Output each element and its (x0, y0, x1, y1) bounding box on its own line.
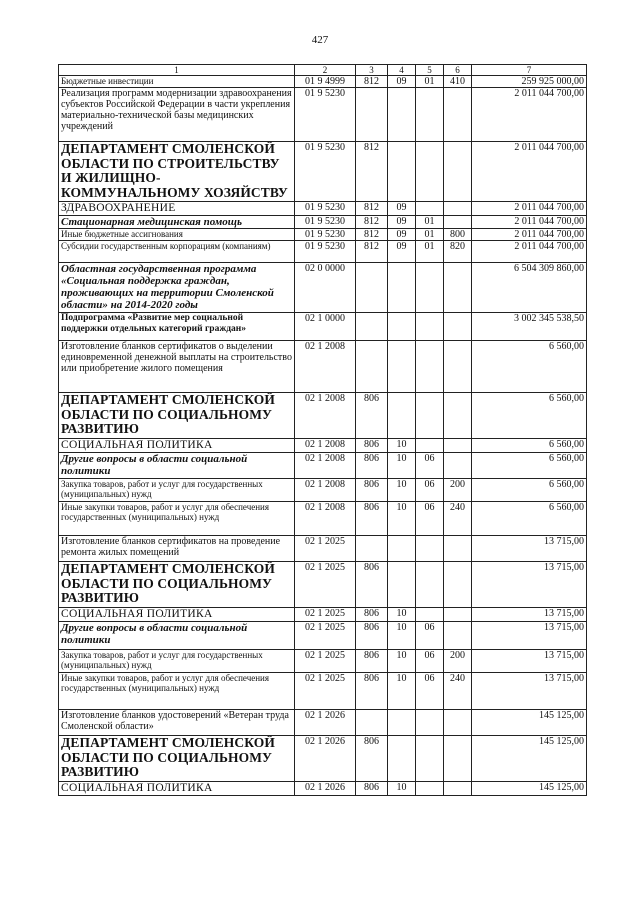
admin-code: 806 (356, 453, 388, 479)
admin-code: 812 (356, 76, 388, 88)
table-row (59, 229, 587, 241)
amount: 2 011 044 700,00 (472, 216, 587, 229)
row-name: СОЦИАЛЬНАЯ ПОЛИТИКА (59, 439, 295, 453)
target-code: 02 0 0000 (295, 263, 356, 313)
table-row (59, 736, 587, 782)
expense-type-code: 820 (444, 241, 472, 263)
target-code: 02 1 2025 (295, 562, 356, 608)
amount: 2 011 044 700,00 (472, 241, 587, 263)
subsection-code (416, 88, 444, 142)
subsection-code (416, 736, 444, 782)
expense-type-code: 200 (444, 479, 472, 502)
target-code: 02 1 2026 (295, 782, 356, 796)
amount: 145 125,00 (472, 782, 587, 796)
table-row (59, 608, 587, 622)
amount: 3 002 345 538,50 (472, 313, 587, 341)
amount: 6 560,00 (472, 393, 587, 439)
admin-code: 812 (356, 142, 388, 202)
expense-type-code (444, 341, 472, 393)
table-row (59, 202, 587, 216)
subsection-code (416, 536, 444, 562)
expense-type-code (444, 710, 472, 736)
expense-type-code (444, 216, 472, 229)
target-code: 02 1 2008 (295, 341, 356, 393)
admin-code: 812 (356, 202, 388, 216)
admin-code (356, 536, 388, 562)
target-code: 02 1 2026 (295, 736, 356, 782)
subsection-code (416, 341, 444, 393)
admin-code (356, 263, 388, 313)
amount: 6 504 309 860,00 (472, 263, 587, 313)
admin-code: 806 (356, 608, 388, 622)
subsection-code (416, 202, 444, 216)
target-code: 01 9 5230 (295, 229, 356, 241)
expense-type-code (444, 142, 472, 202)
table-row (59, 263, 587, 313)
subsection-code: 01 (416, 241, 444, 263)
section-code: 10 (388, 453, 416, 479)
amount: 13 715,00 (472, 536, 587, 562)
subsection-code: 06 (416, 479, 444, 502)
header-col-5: 5 (416, 65, 444, 76)
table-row (59, 453, 587, 479)
subsection-code (416, 439, 444, 453)
table-body (59, 76, 587, 796)
target-code: 01 9 5230 (295, 142, 356, 202)
row-name: Иные бюджетные ассигнования (59, 229, 295, 241)
amount: 13 715,00 (472, 622, 587, 650)
table-row (59, 782, 587, 796)
table-row (59, 439, 587, 453)
expense-type-code (444, 536, 472, 562)
subsection-code (416, 710, 444, 736)
target-code: 01 9 4999 (295, 76, 356, 88)
subsection-code (416, 313, 444, 341)
section-code: 10 (388, 608, 416, 622)
target-code: 01 9 5230 (295, 216, 356, 229)
row-name: Субсидии государственным корпорациям (компаниям) (59, 241, 295, 263)
table-row (59, 313, 587, 341)
row-name: Иные закупки товаров, работ и услуг для обеспечения государственных (муниципальных) нужд (59, 673, 295, 710)
page-number: 427 (311, 34, 329, 46)
header-col-4: 4 (388, 65, 416, 76)
subsection-code (416, 142, 444, 202)
section-code: 10 (388, 439, 416, 453)
subsection-code: 01 (416, 216, 444, 229)
subsection-code: 06 (416, 622, 444, 650)
header-col-1: 1 (59, 65, 295, 76)
section-code (388, 263, 416, 313)
table-row (59, 536, 587, 562)
table-row (59, 479, 587, 502)
row-name: ДЕПАРТАМЕНТ СМОЛЕНСКОЙ ОБЛАСТИ ПО СТРОИТЕЛЬСТВУ И ЖИЛИЩНО-КОММУНАЛЬНОМУ ХОЗЯЙСТВУ (59, 142, 295, 202)
target-code: 02 1 0000 (295, 313, 356, 341)
header-col-3: 3 (356, 65, 388, 76)
subsection-code (416, 562, 444, 608)
target-code: 02 1 2008 (295, 439, 356, 453)
table-row (59, 650, 587, 673)
amount: 13 715,00 (472, 562, 587, 608)
table-row (59, 710, 587, 736)
amount: 2 011 044 700,00 (472, 202, 587, 216)
row-name: Другие вопросы в области социальной политики (59, 622, 295, 650)
amount: 13 715,00 (472, 650, 587, 673)
row-name: Изготовление бланков сертификатов о выделении единовременной денежной выплаты на строительство или приобретение жилого помещения (59, 341, 295, 393)
admin-code: 806 (356, 650, 388, 673)
subsection-code: 06 (416, 673, 444, 710)
admin-code (356, 710, 388, 736)
expense-type-code (444, 202, 472, 216)
expense-type-code (444, 782, 472, 796)
expense-type-code: 240 (444, 673, 472, 710)
target-code: 02 1 2008 (295, 479, 356, 502)
expense-type-code (444, 88, 472, 142)
amount: 6 560,00 (472, 439, 587, 453)
row-name: Реализация программ модернизации здравоохранения субъектов Российской Федерации в части укрепления материально-технической базы медицинских учреждений (59, 88, 295, 142)
subsection-code: 06 (416, 650, 444, 673)
table-row (59, 502, 587, 536)
subsection-code (416, 782, 444, 796)
row-name: Закупка товаров, работ и услуг для государственных (муниципальных) нужд (59, 479, 295, 502)
section-code (388, 536, 416, 562)
table-row (59, 241, 587, 263)
subsection-code: 06 (416, 502, 444, 536)
amount: 6 560,00 (472, 453, 587, 479)
admin-code (356, 88, 388, 142)
row-name: СОЦИАЛЬНАЯ ПОЛИТИКА (59, 782, 295, 796)
subsection-code: 01 (416, 76, 444, 88)
amount: 6 560,00 (472, 502, 587, 536)
amount: 2 011 044 700,00 (472, 142, 587, 202)
section-code (388, 142, 416, 202)
target-code: 01 9 5230 (295, 88, 356, 142)
admin-code: 806 (356, 782, 388, 796)
section-code: 10 (388, 782, 416, 796)
admin-code: 806 (356, 562, 388, 608)
row-name: Подпрограмма «Развитие мер социальной поддержки отдельных категорий граждан» (59, 313, 295, 341)
table-row (59, 341, 587, 393)
row-name: Изготовление бланков сертификатов на проведение ремонта жилых помещений (59, 536, 295, 562)
section-code: 09 (388, 241, 416, 263)
admin-code: 806 (356, 479, 388, 502)
admin-code: 806 (356, 439, 388, 453)
row-name: ДЕПАРТАМЕНТ СМОЛЕНСКОЙ ОБЛАСТИ ПО СОЦИАЛЬНОМУ РАЗВИТИЮ (59, 736, 295, 782)
row-name: Изготовление бланков удостоверений «Ветеран труда Смоленской области» (59, 710, 295, 736)
row-name: Другие вопросы в области социальной политики (59, 453, 295, 479)
target-code: 02 1 2026 (295, 710, 356, 736)
amount: 6 560,00 (472, 479, 587, 502)
amount: 13 715,00 (472, 608, 587, 622)
target-code: 01 9 5230 (295, 241, 356, 263)
expense-type-code: 800 (444, 229, 472, 241)
table-row (59, 76, 587, 88)
table-row (59, 88, 587, 142)
amount: 2 011 044 700,00 (472, 88, 587, 142)
target-code: 02 1 2025 (295, 650, 356, 673)
amount: 145 125,00 (472, 736, 587, 782)
header-col-7: 7 (472, 65, 587, 76)
target-code: 02 1 2025 (295, 673, 356, 710)
expense-type-code: 200 (444, 650, 472, 673)
section-code: 09 (388, 216, 416, 229)
expense-type-code: 240 (444, 502, 472, 536)
section-code: 09 (388, 76, 416, 88)
expense-type-code (444, 562, 472, 608)
row-name: Иные закупки товаров, работ и услуг для обеспечения государственных (муниципальных) нужд (59, 502, 295, 536)
table-row (59, 216, 587, 229)
expense-type-code (444, 453, 472, 479)
admin-code: 806 (356, 622, 388, 650)
target-code: 02 1 2008 (295, 453, 356, 479)
table-row (59, 142, 587, 202)
admin-code (356, 341, 388, 393)
admin-code: 812 (356, 216, 388, 229)
table-row (59, 673, 587, 710)
expense-type-code (444, 608, 472, 622)
section-code (388, 710, 416, 736)
row-name: Бюджетные инвестиции (59, 76, 295, 88)
amount: 259 925 000,00 (472, 76, 587, 88)
header-col-2: 2 (295, 65, 356, 76)
expense-type-code (444, 622, 472, 650)
section-code (388, 313, 416, 341)
row-name: Закупка товаров, работ и услуг для государственных (муниципальных) нужд (59, 650, 295, 673)
subsection-code (416, 263, 444, 313)
section-code (388, 341, 416, 393)
target-code: 02 1 2025 (295, 608, 356, 622)
admin-code: 806 (356, 673, 388, 710)
admin-code: 806 (356, 736, 388, 782)
admin-code: 812 (356, 229, 388, 241)
row-name: Областная государственная программа «Социальная поддержка граждан, проживающих на территории Смоленской области» на 2014-2020 годы (59, 263, 295, 313)
target-code: 02 1 2025 (295, 622, 356, 650)
row-name: ДЕПАРТАМЕНТ СМОЛЕНСКОЙ ОБЛАСТИ ПО СОЦИАЛЬНОМУ РАЗВИТИЮ (59, 393, 295, 439)
section-code (388, 88, 416, 142)
row-name: СОЦИАЛЬНАЯ ПОЛИТИКА (59, 608, 295, 622)
expense-type-code (444, 313, 472, 341)
section-code (388, 736, 416, 782)
amount: 6 560,00 (472, 341, 587, 393)
expense-type-code (444, 439, 472, 453)
budget-table (58, 64, 587, 796)
target-code: 02 1 2025 (295, 536, 356, 562)
section-code: 09 (388, 202, 416, 216)
column-number-header (59, 65, 587, 76)
section-code: 10 (388, 502, 416, 536)
subsection-code: 06 (416, 453, 444, 479)
target-code: 02 1 2008 (295, 502, 356, 536)
table-row (59, 562, 587, 608)
expense-type-code (444, 393, 472, 439)
subsection-code: 01 (416, 229, 444, 241)
section-code: 10 (388, 622, 416, 650)
amount: 145 125,00 (472, 710, 587, 736)
expense-type-code (444, 736, 472, 782)
admin-code: 806 (356, 502, 388, 536)
row-name: ДЕПАРТАМЕНТ СМОЛЕНСКОЙ ОБЛАСТИ ПО СОЦИАЛЬНОМУ РАЗВИТИЮ (59, 562, 295, 608)
table-row (59, 393, 587, 439)
section-code: 10 (388, 479, 416, 502)
target-code: 01 9 5230 (295, 202, 356, 216)
expense-type-code (444, 263, 472, 313)
admin-code: 812 (356, 241, 388, 263)
section-code (388, 393, 416, 439)
amount: 2 011 044 700,00 (472, 229, 587, 241)
expense-type-code: 410 (444, 76, 472, 88)
table-row (59, 622, 587, 650)
admin-code (356, 313, 388, 341)
target-code: 02 1 2008 (295, 393, 356, 439)
section-code: 10 (388, 673, 416, 710)
subsection-code (416, 393, 444, 439)
section-code: 09 (388, 229, 416, 241)
section-code (388, 562, 416, 608)
section-code: 10 (388, 650, 416, 673)
header-col-6: 6 (444, 65, 472, 76)
row-name: Стационарная медицинская помощь (59, 216, 295, 229)
amount: 13 715,00 (472, 673, 587, 710)
row-name: ЗДРАВООХРАНЕНИЕ (59, 202, 295, 216)
admin-code: 806 (356, 393, 388, 439)
subsection-code (416, 608, 444, 622)
